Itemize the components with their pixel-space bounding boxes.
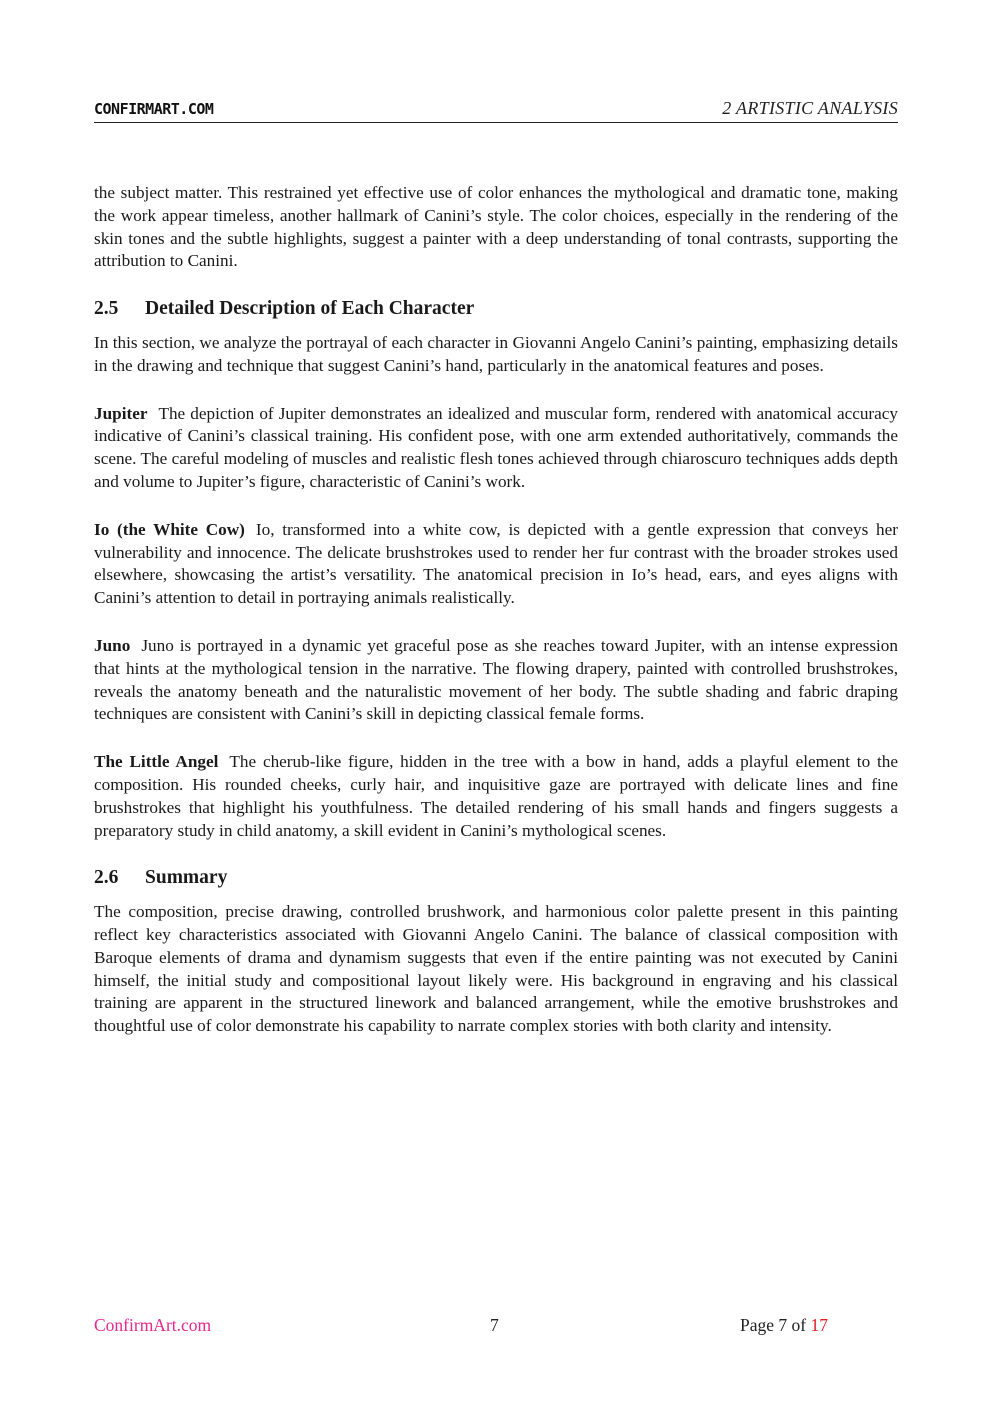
character-text: Juno is portrayed in a dynamic yet graceful pose as she reaches toward Jupiter, with an intense expression that hints at the mythological tension in the narrative. The flowing drapery, painted with controlled brushstrokes, reveals the anatomy beneath and the naturalistic movement of her body. The subtle shading and fabric draping techniques are consistent with Canini’s skill in depicting classical female forms. <box>94 635 898 724</box>
footer-page-count <box>740 1315 828 1336</box>
page-content <box>94 182 898 1038</box>
section-title: Detailed Description of Each Character <box>145 298 475 320</box>
character-paragraph-little-angel <box>94 751 898 842</box>
character-paragraph-jupiter <box>94 403 898 494</box>
character-text: Io, transformed into a white cow, is depicted with a gentle expression that conveys her vulnerability and innocence. The delicate brushstrokes used to render her fur contrast with the broader strokes used elsewhere, showcasing the artist’s versatility. The anatomical precision in Io’s head, ears, and eyes aligns with Canini’s attention to detail in portraying animals realistically. <box>94 519 898 608</box>
running-head: 2 ARTISTIC ANALYSIS <box>722 98 898 118</box>
character-paragraph-io <box>94 519 898 610</box>
character-name: The Little Angel <box>94 752 219 772</box>
character-name: Jupiter <box>94 403 148 423</box>
character-name: Io (the White Cow) <box>94 519 245 539</box>
character-paragraph-juno <box>94 635 898 726</box>
section-number: 2.5 <box>94 298 119 320</box>
page-total-link[interactable]: 17 <box>810 1315 828 1335</box>
section-heading-2-5 <box>94 298 898 321</box>
section-heading-2-6 <box>94 867 898 890</box>
character-text: The depiction of Jupiter demonstrates an idealized and muscular form, rendered with anatomical accuracy indicative of Canini’s classical training. His confident pose, with one arm extended authoritatively, commands the scene. The careful modeling of muscles and realistic flesh tones achieved through chiaroscuro techniques adds depth and volume to Jupiter’s figure, characteristic of Canini’s work. <box>94 403 898 491</box>
section-number: 2.6 <box>94 867 119 889</box>
summary-paragraph: The composition, precise drawing, controlled brushwork, and harmonious color palette present in this painting reflect key characteristics associated with Giovanni Angelo Canini. The balance of classical composition with Baroque elements of drama and dynamism suggests that even if the entire painting was not executed by Canini himself, the initial study and compositional layout likely were. His background in engraving and his classical training are apparent in the structured linework and balanced arrangement, while the emotive brushstrokes and thoughtful use of color demonstrate his capability to narrate complex stories with both clarity and intensity. <box>94 902 898 1036</box>
character-name: Juno <box>94 635 131 655</box>
site-logo: CONFIRMART.COM <box>94 100 214 118</box>
footer-site-link[interactable]: ConfirmArt.com <box>94 1315 212 1335</box>
page-footer <box>0 1315 993 1339</box>
section-intro-paragraph: In this section, we analyze the portrayal of each character in Giovanni Angelo Canini’s painting, emphasizing details in the drawing and technique that suggest Canini’s hand, particularly in the anatomical features and poses. <box>94 332 898 375</box>
character-text: The cherub-like figure, hidden in the tree with a bow in hand, adds a playful element to the composition. His rounded cheeks, curly hair, and inquisitive gaze are portrayed with delicate lines and fine brushstrokes that highlight his youthfulness. The detailed rendering of his small hands and fingers suggests a preparatory study in child anatomy, a skill evident in Canini’s mythological scenes. <box>94 752 898 840</box>
page-header <box>94 98 898 123</box>
footer-page-number: 7 <box>490 1315 499 1335</box>
page-label: Page 7 of <box>740 1315 807 1335</box>
intro-paragraph: the subject matter. This restrained yet effective use of color enhances the mythological and dramatic tone, making the work appear timeless, another hallmark of Canini’s style. The color choices, especially in the rendering of the skin tones and the subtle highlights, suggest a painter with a deep understanding of tonal contrasts, supporting the attribution to Canini. <box>94 183 898 271</box>
section-title: Summary <box>145 867 228 889</box>
